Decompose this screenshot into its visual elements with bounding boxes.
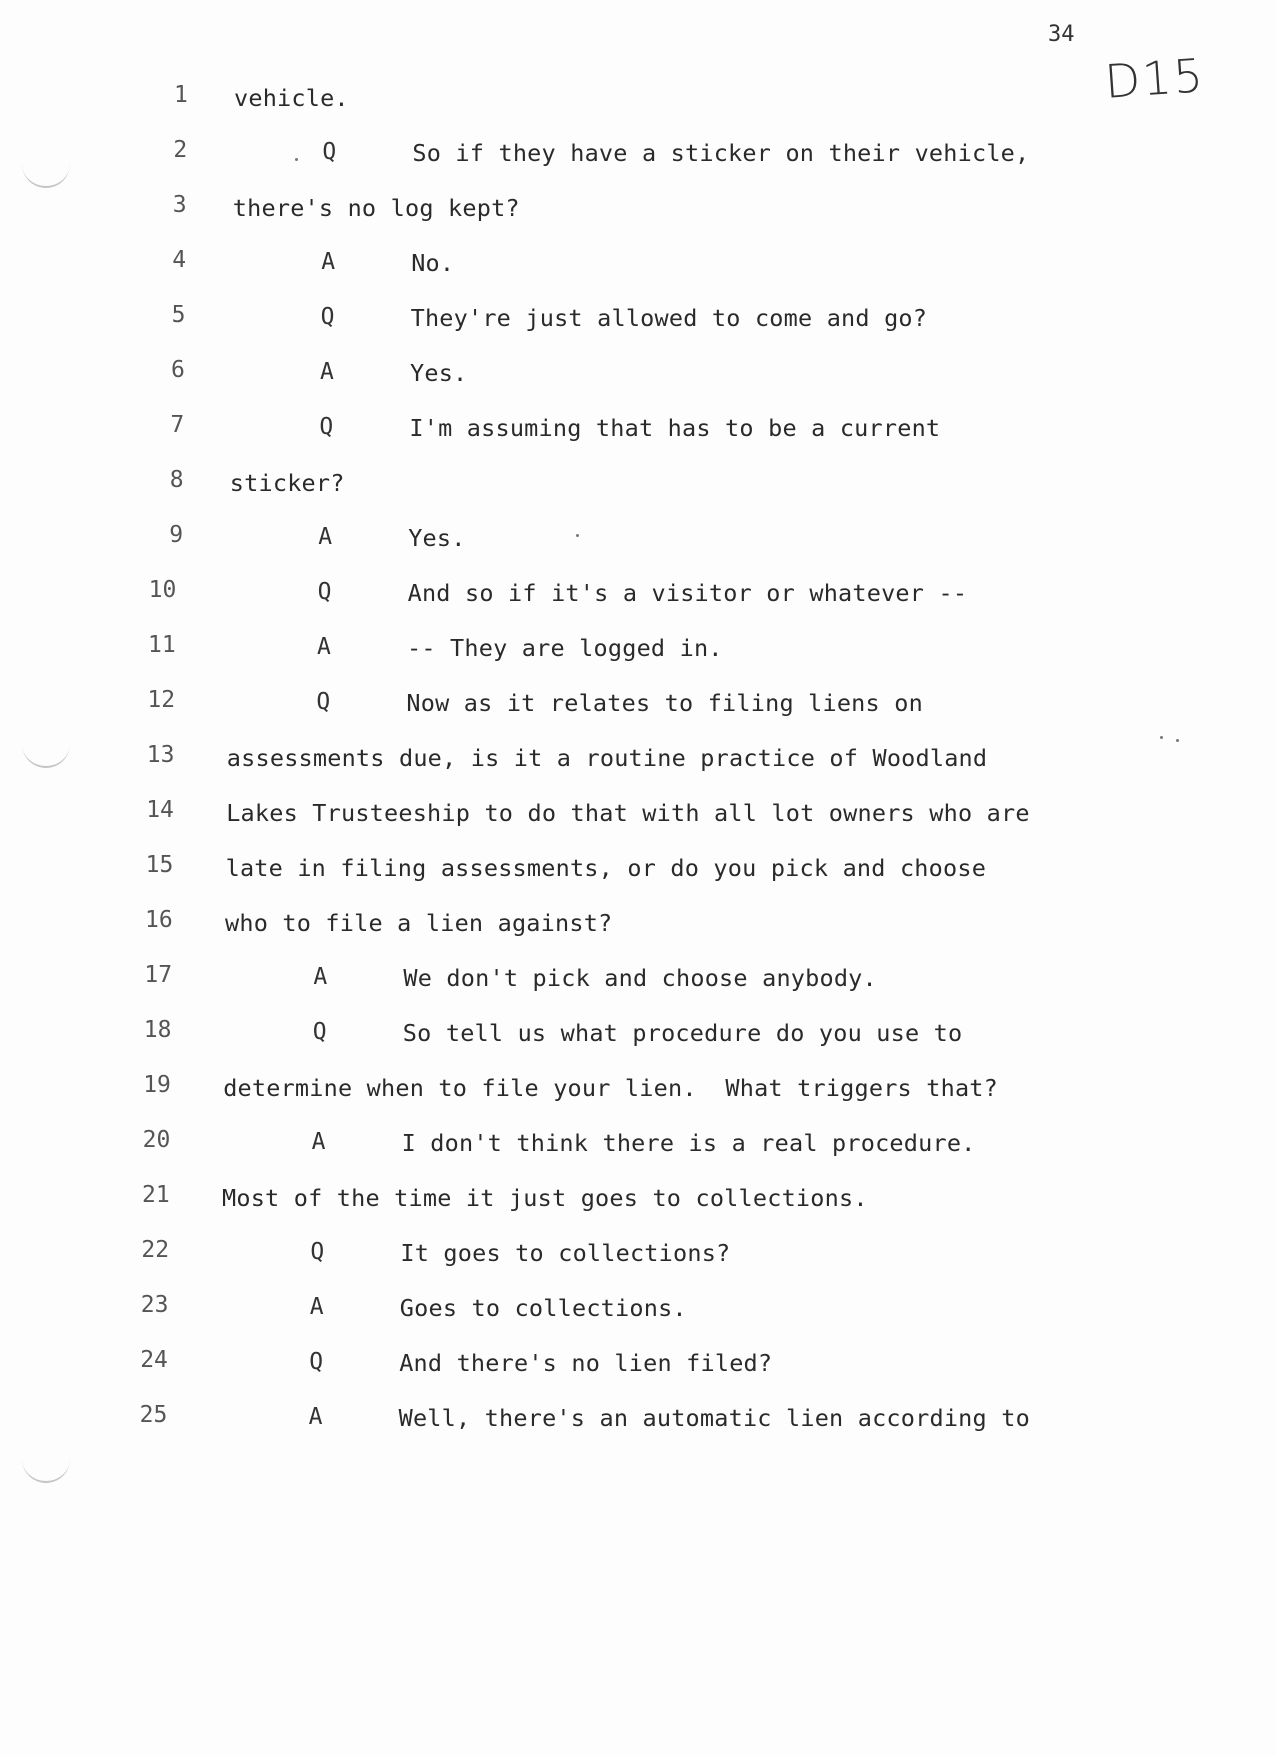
testimony-text: there's no log kept? — [232, 194, 520, 222]
testimony-text: Goes to collections. — [399, 1294, 687, 1322]
line-number: 9 — [169, 522, 184, 548]
transcript-line — [0, 192, 1276, 232]
line-number: 25 — [139, 1402, 168, 1428]
transcript-line — [0, 82, 1276, 122]
testimony-text: And so if it's a visitor or whatever -- — [407, 579, 968, 607]
line-number: 21 — [142, 1182, 170, 1208]
transcript-line — [0, 522, 1276, 562]
line-number: 12 — [147, 687, 176, 713]
handwritten-exhibit-mark: D15 — [1103, 48, 1207, 109]
speaker-label: Q — [312, 1019, 327, 1045]
testimony-text: who to file a lien against? — [225, 909, 613, 937]
speaker-label: Q — [316, 689, 331, 715]
speaker-label: Q — [310, 1239, 325, 1265]
transcript-line — [0, 412, 1276, 452]
speaker-label: A — [317, 634, 331, 660]
transcript-line — [0, 247, 1276, 287]
testimony-text: We don't pick and choose anybody. — [403, 964, 877, 992]
transcript-line — [0, 1127, 1276, 1167]
transcript-line — [0, 687, 1276, 727]
transcript-line — [0, 1072, 1276, 1112]
line-number: 10 — [148, 577, 177, 603]
transcript-line — [0, 852, 1276, 892]
testimony-text: It goes to collections? — [400, 1239, 731, 1267]
testimony-text: Yes. — [408, 524, 466, 552]
transcript-line — [0, 1182, 1276, 1222]
testimony-text: Now as it relates to filing liens on — [406, 689, 923, 717]
transcript-line — [0, 1017, 1276, 1057]
speaker-label: A — [321, 249, 336, 275]
transcript-line — [0, 962, 1276, 1002]
testimony-text: late in filing assessments, or do you pick and choose — [225, 854, 987, 882]
line-number: 16 — [145, 907, 173, 933]
testimony-text: assessments due, is it a routine practice of Woodland — [226, 744, 988, 772]
line-number: 23 — [140, 1292, 169, 1318]
transcript-line — [0, 1347, 1276, 1387]
line-number: 3 — [172, 192, 187, 218]
line-number: 24 — [140, 1347, 168, 1373]
line-number: 5 — [171, 302, 186, 328]
speaker-label: A — [309, 1294, 324, 1320]
testimony-text: So if they have a sticker on their vehicle, — [412, 139, 1030, 167]
transcript-line — [0, 577, 1276, 617]
testimony-text: Yes. — [410, 359, 468, 387]
testimony-text: Most of the time it just goes to collections. — [222, 1184, 868, 1212]
testimony-text: determine when to file your lien. What triggers that? — [223, 1074, 998, 1102]
speaker-label: Q — [320, 304, 335, 330]
speaker-label: A — [313, 964, 328, 990]
testimony-text: Well, there's an automatic lien according to — [398, 1404, 1030, 1432]
speaker-label: A — [318, 524, 333, 550]
speaker-label: Q — [319, 414, 334, 440]
testimony-text: I don't think there is a real procedure. — [401, 1129, 976, 1157]
line-number: 22 — [141, 1237, 170, 1263]
testimony-text: No. — [411, 249, 455, 277]
line-number: 19 — [143, 1072, 171, 1098]
transcript-line — [0, 1292, 1276, 1332]
line-number: 4 — [172, 247, 187, 273]
speaker-label: Q — [317, 579, 332, 605]
transcript-line — [0, 1237, 1276, 1277]
page-number: 34 — [1048, 22, 1075, 47]
testimony-text: And there's no lien filed? — [399, 1349, 773, 1377]
transcript-line — [0, 797, 1276, 837]
speaker-label: A — [320, 359, 334, 385]
hole-punch-mark — [22, 1455, 70, 1483]
testimony-text: -- They are logged in. — [407, 634, 723, 662]
transcript-line — [0, 137, 1276, 177]
line-number: 15 — [145, 852, 174, 878]
line-number: 7 — [170, 412, 185, 438]
testimony-text: I'm assuming that has to be a current — [409, 414, 941, 442]
line-number: 8 — [169, 467, 184, 493]
speaker-label: A — [308, 1404, 323, 1430]
transcript-line — [0, 1402, 1276, 1442]
speaker-label: Q — [309, 1349, 324, 1375]
transcript-line — [0, 742, 1276, 782]
scan-speck — [1160, 736, 1163, 739]
testimony-text: They're just allowed to come and go? — [410, 304, 928, 332]
line-number: 18 — [143, 1017, 172, 1043]
transcript-line — [0, 632, 1276, 672]
line-number: 2 — [173, 137, 188, 163]
speaker-label: Q — [322, 139, 337, 165]
line-number: 1 — [174, 82, 188, 108]
line-number: 14 — [146, 797, 174, 823]
speaker-label: A — [311, 1129, 326, 1155]
transcript-line — [0, 302, 1276, 342]
line-number: 6 — [171, 357, 185, 383]
line-number: 11 — [148, 632, 176, 658]
transcript-line — [0, 467, 1276, 507]
testimony-text: vehicle. — [234, 84, 349, 112]
line-number: 13 — [146, 742, 175, 768]
transcript-line — [0, 357, 1276, 397]
testimony-text: Lakes Trusteeship to do that with all lot owners who are — [226, 799, 1030, 827]
line-number: 17 — [144, 962, 173, 988]
transcript-line — [0, 907, 1276, 947]
testimony-text: So tell us what procedure do you use to — [402, 1019, 963, 1047]
testimony-text: sticker? — [229, 469, 345, 497]
line-number: 20 — [142, 1127, 171, 1153]
